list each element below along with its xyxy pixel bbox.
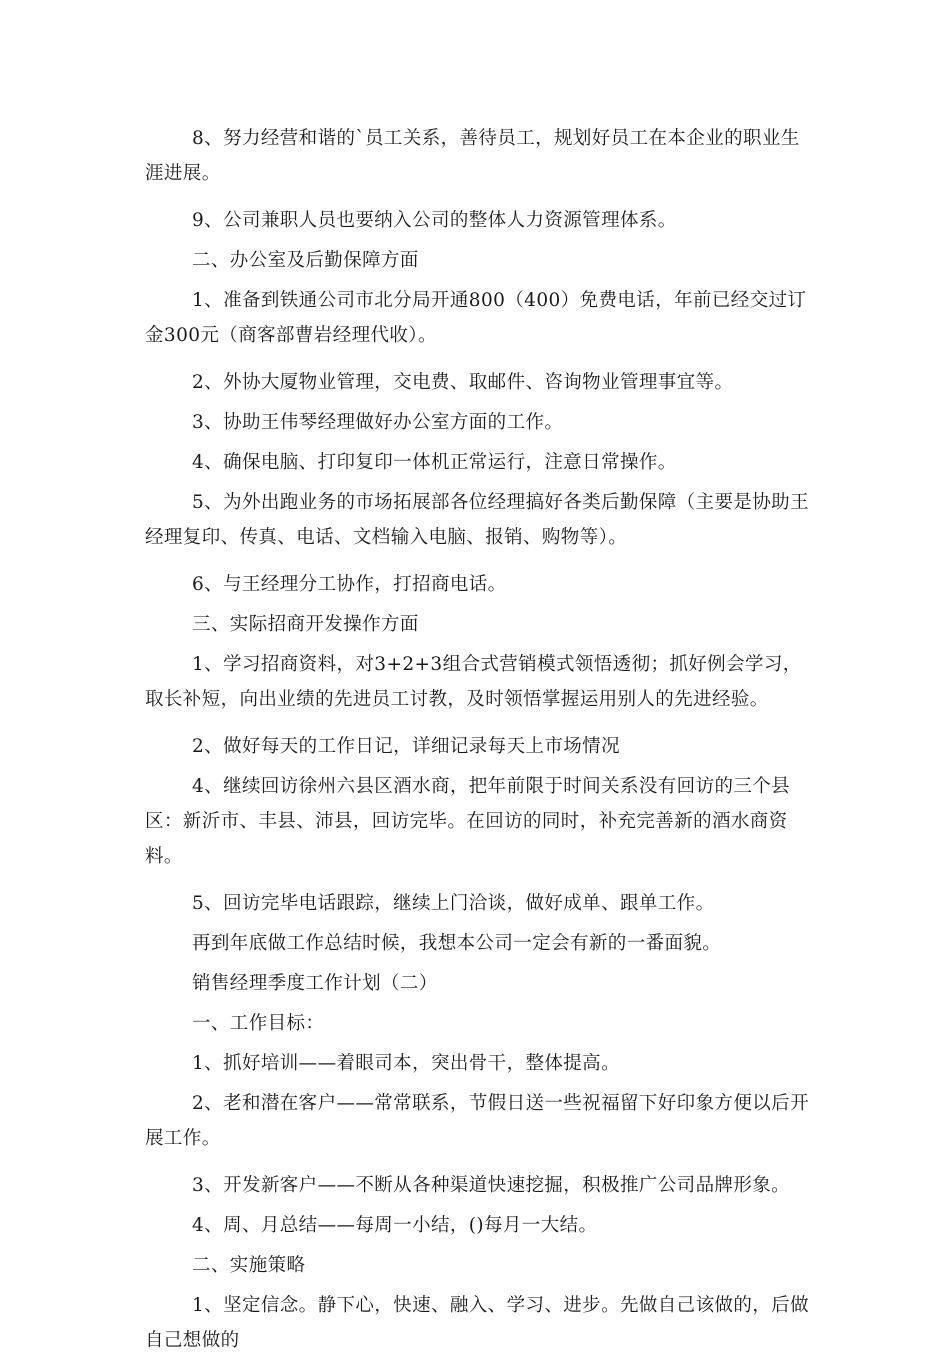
paragraph-investment-5: 5、回访完毕电话跟踪，继续上门洽谈，做好成单、跟单工作。 bbox=[192, 893, 715, 914]
paragraph-goal-2: 2、老和潜在客户——常常联系，节假日送一些祝福留下好印象方便以后开展工作。 bbox=[145, 1093, 809, 1149]
section-heading-office-logistics: 二、办公室及后勤保障方面 bbox=[192, 250, 419, 271]
paragraph-office-6: 6、与王经理分工协作，打招商电话。 bbox=[192, 574, 507, 595]
paragraph-item-8: 8、努力经营和谐的`员工关系，善待员工，规划好员工在本企业的职业生涯进展。 bbox=[145, 128, 800, 184]
paragraph-goal-4: 4、周、月总结——每周一小结，()每月一大结。 bbox=[192, 1215, 598, 1236]
paragraph-office-4: 4、确保电脑、打印复印一体机正常运行，注意日常操作。 bbox=[192, 452, 677, 473]
paragraph-investment-2: 2、做好每天的工作日记，详细记录每天上市场情况 bbox=[192, 736, 620, 757]
paragraph-office-1: 1、准备到铁通公司市北分局开通800（400）免费电话，年前已经交过订金300元（商客部曹岩经理代收）。 bbox=[145, 290, 807, 346]
paragraph-office-2: 2、外协大厦物业管理，交电费、取邮件、咨询物业管理事宜等。 bbox=[192, 372, 734, 393]
section-heading-investment: 三、实际招商开发操作方面 bbox=[192, 614, 419, 635]
section-heading-goals: 一、工作目标： bbox=[192, 1013, 325, 1034]
section-heading-strategy: 二、实施策略 bbox=[192, 1255, 306, 1276]
paragraph-closing: 再到年底做工作总结时候，我想本公司一定会有新的一番面貌。 bbox=[192, 933, 722, 954]
paragraph-goal-3: 3、开发新客户——不断从各种渠道快速挖掘，积极推广公司品牌形象。 bbox=[192, 1175, 791, 1196]
paragraph-investment-1: 1、学习招商资料，对3+2+3组合式营销模式领悟透彻；抓好例会学习，取长补短，向出业绩的先进员工讨教，及时领悟掌握运用别人的先进经验。 bbox=[145, 654, 802, 710]
document-page bbox=[145, 121, 813, 1370]
document-subtitle: 销售经理季度工作计划（二） bbox=[192, 973, 438, 994]
paragraph-goal-1: 1、抓好培训——着眼司本，突出骨干，整体提高。 bbox=[192, 1053, 620, 1074]
paragraph-office-5: 5、为外出跑业务的市场拓展部各位经理搞好各类后勤保障（主要是协助王经理复印、传真、电话、文档输入电脑、报销、购物等）。 bbox=[145, 492, 809, 548]
paragraph-office-3: 3、协助王伟琴经理做好办公室方面的工作。 bbox=[192, 412, 564, 433]
paragraph-strategy-1: 1、坚定信念。静下心，快速、融入、学习、进步。先做自己该做的，后做自己想做的 bbox=[145, 1295, 809, 1351]
paragraph-investment-4: 4、继续回访徐州六县区酒水商，把年前限于时间关系没有回访的三个县区：新沂市、丰县、沛县，回访完毕。在回访的同时，补充完善新的酒水商资料。 bbox=[145, 776, 791, 867]
paragraph-item-9: 9、公司兼职人员也要纳入公司的整体人力资源管理体系。 bbox=[192, 210, 677, 231]
